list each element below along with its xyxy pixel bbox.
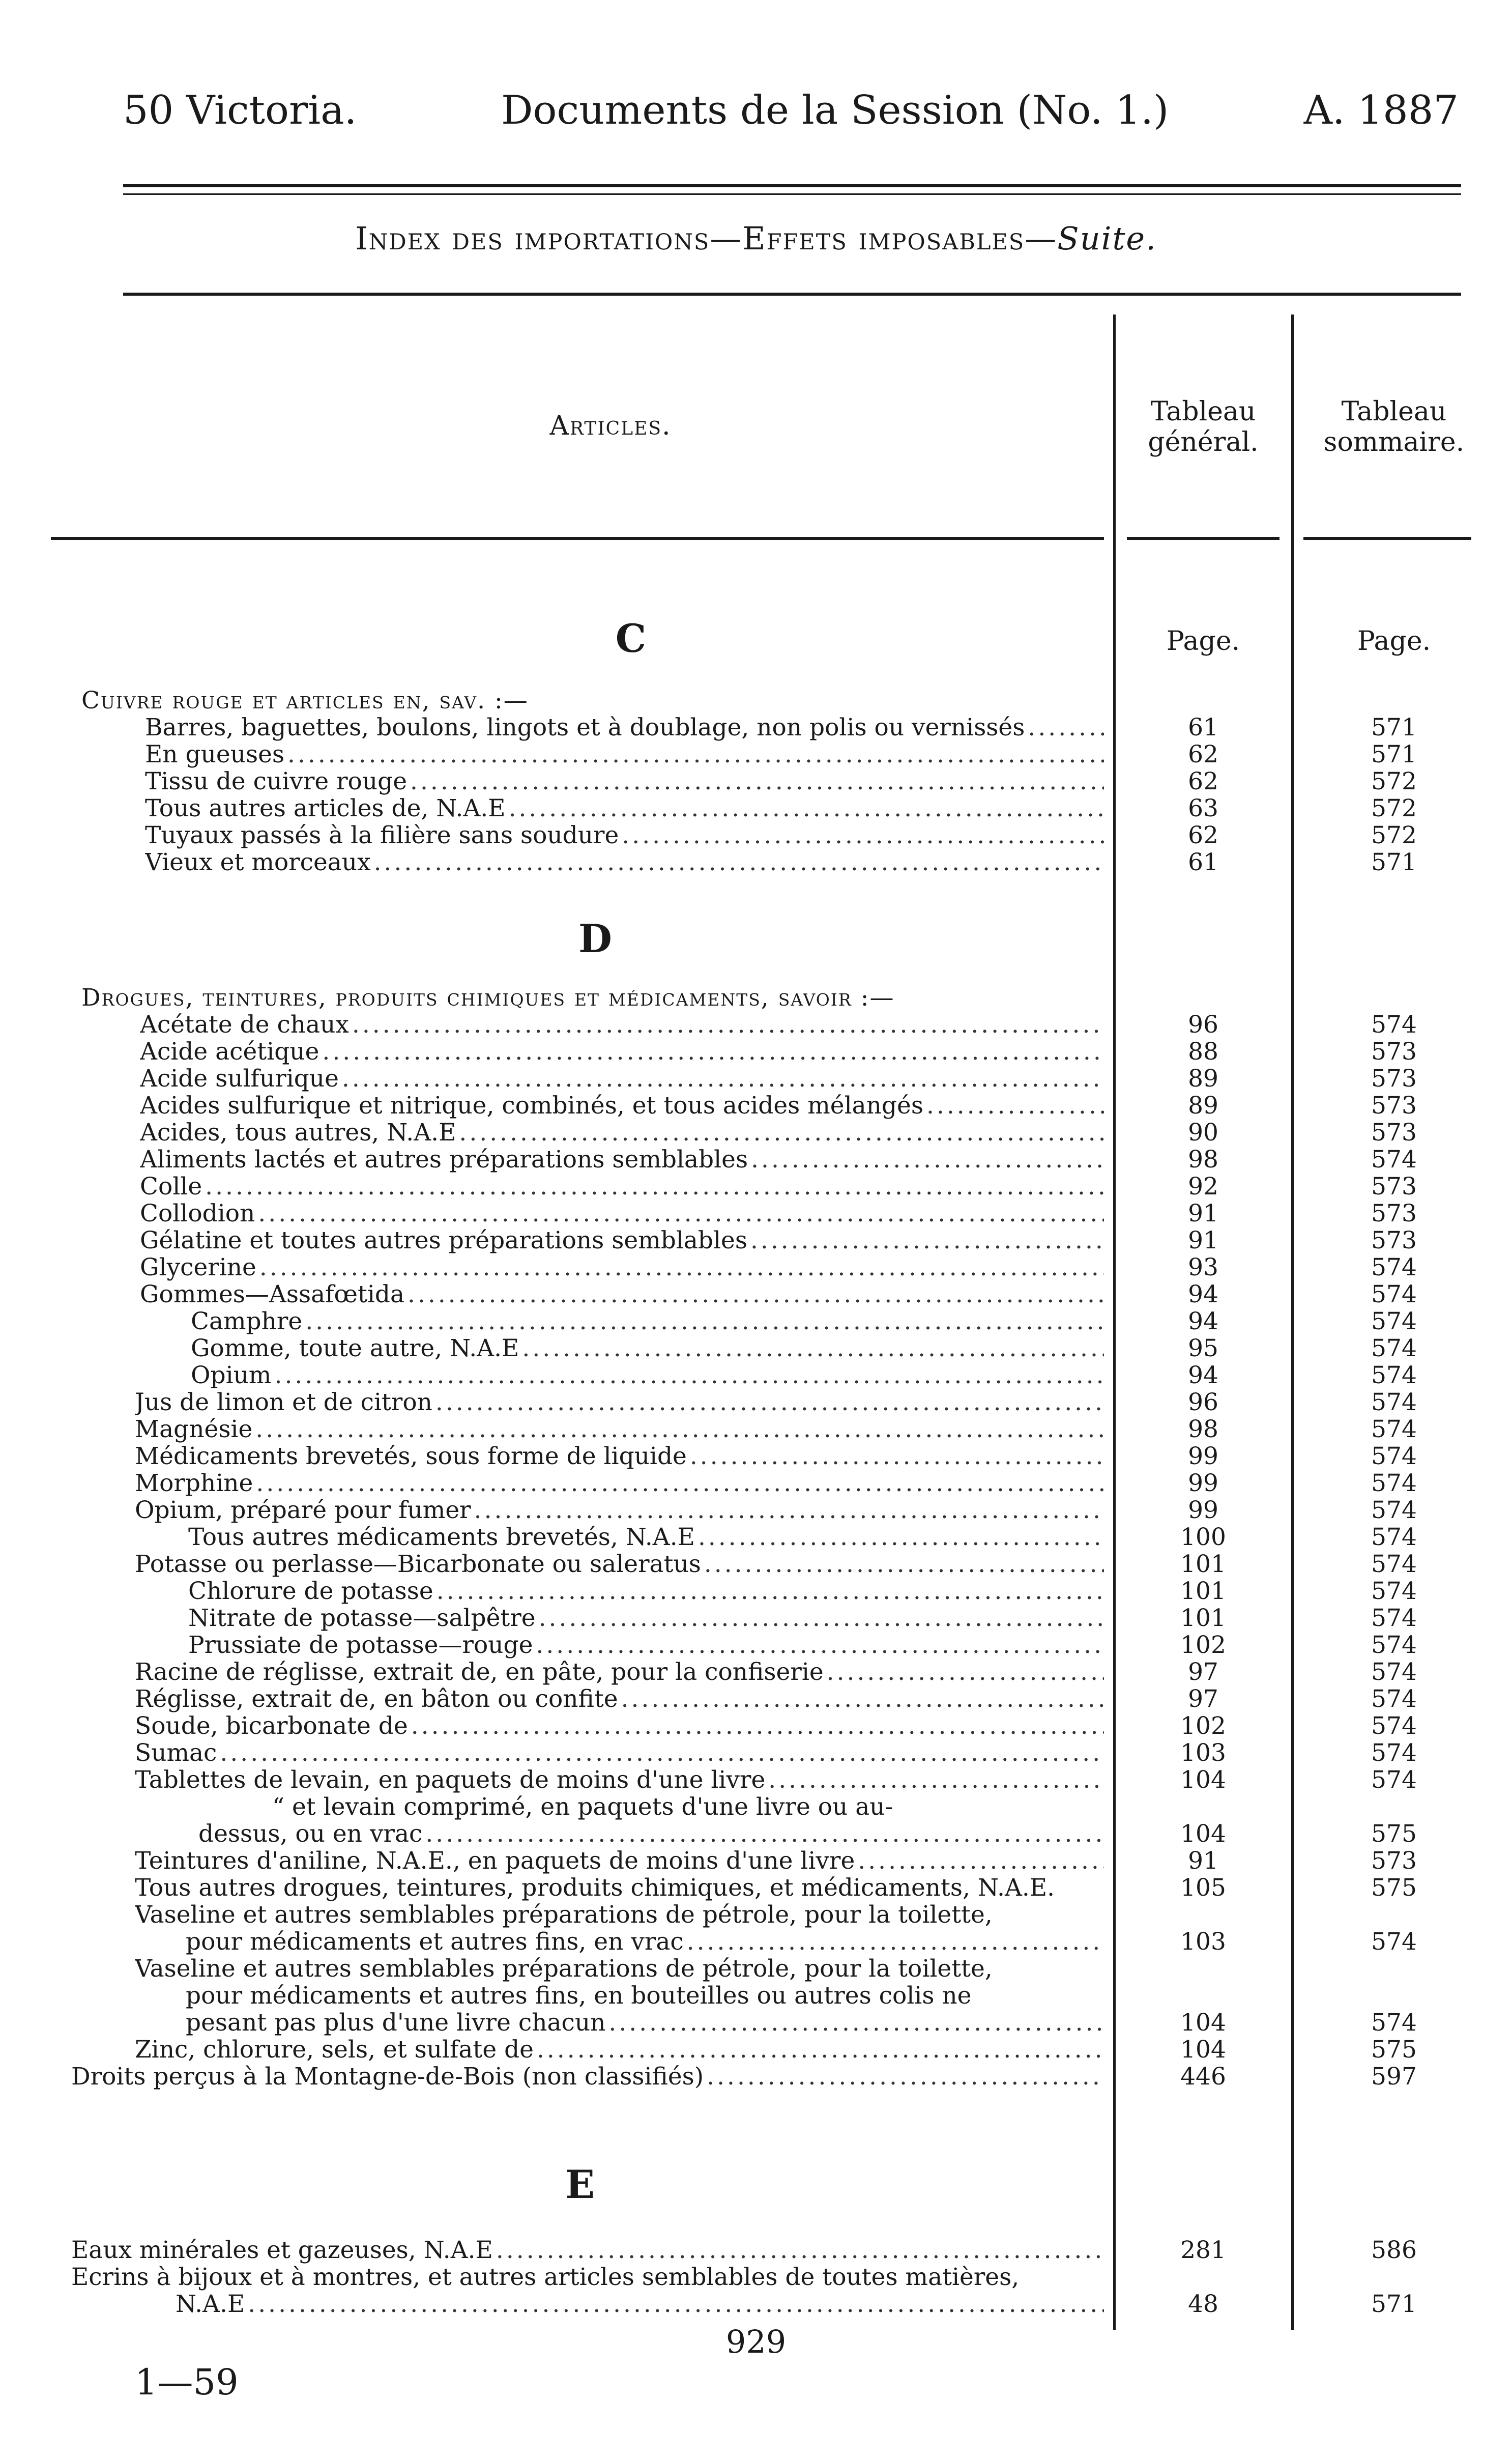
entry-text: pesant pas plus d'une livre chacun ..... [186, 2009, 1104, 2037]
index-row [0, 1605, 1512, 1632]
header-bottom-rule-general [1127, 537, 1280, 540]
summary-page: 574 [1371, 1442, 1417, 1470]
entry-text: Vieux et morceaux ..... [145, 849, 1104, 876]
summary-page: 574 [1371, 1469, 1417, 1497]
general-page: 97 [1188, 1658, 1218, 1686]
general-page: 105 [1180, 1874, 1226, 1902]
section-letter-e: E [565, 2162, 595, 2207]
index-row [0, 1011, 1512, 1039]
index-row [0, 1524, 1512, 1551]
section-letter-d: D [578, 916, 612, 961]
general-page: 61 [1188, 713, 1218, 741]
entry-text: Drogues, teintures, produits chimiques et médicaments, savoir :— [81, 984, 895, 1012]
general-page: 88 [1188, 1038, 1218, 1066]
general-page: 91 [1188, 1199, 1218, 1227]
general-page: 98 [1188, 1146, 1218, 1174]
entry-text: Aliments lactés et autres préparations semblables ..... [140, 1146, 1104, 1174]
entry-text: Camphre ..... [191, 1308, 1104, 1335]
summary-page: 574 [1371, 1739, 1417, 1767]
section-letter-c: C [615, 616, 647, 661]
general-page: 99 [1188, 1442, 1218, 1470]
entry-text: Magnésie ..... [135, 1416, 1104, 1443]
entry-text: Zinc, chlorure, sels, et sulfate de ..... [135, 2036, 1104, 2064]
entry-text: Tissu de cuivre rouge ..... [145, 768, 1104, 795]
entry-text: Soude, bicarbonate de ..... [135, 1712, 1104, 1740]
page-title [0, 220, 1512, 257]
general-page: 94 [1188, 1307, 1218, 1335]
entry-text: Potasse ou perlasse—Bicarbonate ou saleratus ..... [135, 1551, 1104, 1578]
summary-page: 574 [1371, 1253, 1417, 1281]
general-page: 93 [1188, 1253, 1218, 1281]
entry-text: “ et levain comprimé, en paquets d'une livre ou au- [272, 1793, 893, 1821]
header-year: A. 1887 [1303, 88, 1459, 133]
summary-page: 574 [1371, 1928, 1417, 1956]
index-row [0, 1928, 1512, 1956]
index-row [0, 1820, 1512, 1848]
index-row [0, 1200, 1512, 1227]
index-row [0, 2036, 1512, 2064]
summary-page: 586 [1371, 2236, 1417, 2264]
summary-page: 574 [1371, 1011, 1417, 1039]
entry-text: Colle ..... [140, 1173, 1104, 1201]
index-row [0, 768, 1512, 795]
entry-text: N.A.E ..... [176, 2291, 1104, 2318]
index-row [0, 1578, 1512, 1605]
index-row [0, 741, 1512, 768]
summary-page: 574 [1371, 1550, 1417, 1578]
header-bottom-rule-summary [1303, 537, 1471, 540]
index-row [0, 1119, 1512, 1147]
general-page: 61 [1188, 848, 1218, 876]
entry-text: Glycerine ..... [140, 1254, 1104, 1281]
page-number: 929 [725, 2323, 787, 2360]
column-header-general: Tableau général. [1148, 396, 1259, 458]
summary-page: 571 [1371, 2290, 1417, 2318]
summary-page: 574 [1371, 1280, 1417, 1308]
general-page: 91 [1188, 1226, 1218, 1254]
index-row [0, 1982, 1512, 2010]
summary-page: 574 [1371, 1604, 1417, 1632]
index-row [0, 1092, 1512, 1120]
general-page: 89 [1188, 1092, 1218, 1120]
header-document-title: Documents de la Session (No. 1.) [501, 88, 1169, 133]
entry-text: Tablettes de levain, en paquets de moins d'une livre ..... [135, 1766, 1104, 1794]
index-row [0, 1685, 1512, 1713]
index-row [0, 2291, 1512, 2318]
summary-page: 574 [1371, 1334, 1417, 1362]
general-page: 101 [1180, 1604, 1226, 1632]
page-title-suffix: Suite. [1057, 220, 1157, 257]
header-rule-thick [123, 184, 1461, 187]
index-row [0, 687, 1512, 715]
summary-page: 573 [1371, 1038, 1417, 1066]
general-page: 104 [1180, 2036, 1226, 2064]
entry-text: Cuivre rouge et articles en, sav. :— [81, 687, 529, 715]
index-row [0, 1955, 1512, 1983]
summary-page: 573 [1371, 1092, 1417, 1120]
index-row [0, 2009, 1512, 2037]
general-page: 89 [1188, 1065, 1218, 1093]
column-header-summary: Tableau sommaire. [1323, 396, 1465, 458]
general-page: 96 [1188, 1388, 1218, 1416]
general-page: 100 [1180, 1523, 1226, 1551]
summary-page: 574 [1371, 1496, 1417, 1524]
entry-text: Tous autres articles de, N.A.E ..... [145, 795, 1104, 822]
general-page: 103 [1180, 1739, 1226, 1767]
entry-text: Tous autres drogues, teintures, produits chimiques, et médicaments, N.A.E. [135, 1874, 1055, 1902]
summary-page: 573 [1371, 1847, 1417, 1875]
index-row [0, 984, 1512, 1012]
entry-text: Tous autres médicaments brevetés, N.A.E ..... [188, 1524, 1104, 1551]
index-row [0, 1470, 1512, 1497]
summary-page: 574 [1371, 2009, 1417, 2037]
index-row [0, 849, 1512, 876]
summary-page: 573 [1371, 1119, 1417, 1147]
index-row [0, 1632, 1512, 1659]
summary-page: 573 [1371, 1173, 1417, 1201]
index-row [0, 1308, 1512, 1335]
entry-text: Acide sulfurique ..... [140, 1065, 1104, 1093]
index-row [0, 795, 1512, 822]
index-row [0, 1443, 1512, 1470]
general-page: 48 [1188, 2290, 1218, 2318]
general-page: 99 [1188, 1469, 1218, 1497]
summary-page: 574 [1371, 1146, 1417, 1174]
index-row [0, 1901, 1512, 1929]
general-page: 103 [1180, 1928, 1226, 1956]
header-volume: 50 Victoria. [123, 88, 357, 133]
entry-text: Gélatine et toutes autres préparations semblables ..... [140, 1227, 1104, 1254]
summary-page: 571 [1371, 740, 1417, 768]
general-page: 95 [1188, 1334, 1218, 1362]
index-row [0, 714, 1512, 741]
summary-page: 574 [1371, 1658, 1417, 1686]
summary-page: 571 [1371, 713, 1417, 741]
entry-text: Barres, baguettes, boulons, lingots et à doublage, non polis ou vernissés ..... [145, 714, 1104, 741]
entry-text: Réglisse, extrait de, en bâton ou confite ..... [135, 1685, 1104, 1713]
entry-text: dessus, ou en vrac ..... [198, 1820, 1104, 1848]
summary-page: 573 [1371, 1065, 1417, 1093]
general-page: 62 [1188, 821, 1218, 849]
entry-text: Gomme, toute autre, N.A.E ..... [191, 1335, 1104, 1362]
general-page: 97 [1188, 1685, 1218, 1713]
summary-page: 572 [1371, 767, 1417, 795]
entry-text: Acétate de chaux ..... [140, 1011, 1104, 1039]
entry-text: Opium, préparé pour fumer ..... [135, 1497, 1104, 1524]
summary-page: 575 [1371, 1820, 1417, 1848]
summary-page: 574 [1371, 1631, 1417, 1659]
entry-text: Ecrins à bijoux et à montres, et autres articles semblables de toutes matières, [71, 2264, 1020, 2291]
summary-page: 574 [1371, 1388, 1417, 1416]
summary-page: 574 [1371, 1712, 1417, 1740]
general-page: 101 [1180, 1550, 1226, 1578]
index-row [0, 1038, 1512, 1066]
general-page: 94 [1188, 1280, 1218, 1308]
entry-text: Sumac ..... [135, 1739, 1104, 1767]
summary-page: 574 [1371, 1307, 1417, 1335]
entry-text: Acides, tous autres, N.A.E ..... [140, 1119, 1104, 1147]
index-row [0, 1793, 1512, 1821]
entry-text: Gommes—Assafœtida ..... [140, 1281, 1104, 1308]
general-page: 96 [1188, 1011, 1218, 1039]
summary-page: 574 [1371, 1577, 1417, 1605]
entry-text: Tuyaux passés à la filière sans soudure ..... [145, 822, 1104, 849]
page-title-main: Index des importations—Effets imposables— [355, 220, 1058, 257]
header-rule-thin [123, 193, 1461, 195]
index-row [0, 1146, 1512, 1174]
summary-page: 574 [1371, 1685, 1417, 1713]
general-page: 90 [1188, 1119, 1218, 1147]
general-page: 102 [1180, 1631, 1226, 1659]
index-row [0, 1847, 1512, 1875]
index-row [0, 1335, 1512, 1362]
index-row [0, 1227, 1512, 1254]
entry-text: Droits perçus à la Montagne-de-Bois (non classifiés) ..... [71, 2063, 1104, 2091]
index-row [0, 2237, 1512, 2264]
entry-text: Prussiate de potasse—rouge ..... [188, 1632, 1104, 1659]
column-header-articles: Articles. [549, 411, 672, 441]
general-page: 101 [1180, 1577, 1226, 1605]
index-row [0, 1173, 1512, 1201]
summary-page: 572 [1371, 794, 1417, 822]
entry-text: Vaseline et autres semblables préparations de pétrole, pour la toilette, [135, 1901, 993, 1929]
index-row [0, 1659, 1512, 1686]
entry-text: Acide acétique ..... [140, 1038, 1104, 1066]
title-rule [123, 293, 1461, 296]
entry-text: Nitrate de potasse—salpêtre ..... [188, 1605, 1104, 1632]
page-label-summary: Page. [1357, 626, 1431, 656]
general-page: 104 [1180, 2009, 1226, 2037]
index-row [0, 1389, 1512, 1416]
general-page: 446 [1180, 2063, 1226, 2091]
general-page: 63 [1188, 794, 1218, 822]
entry-text: Racine de réglisse, extrait de, en pâte, pour la confiserie ..... [135, 1659, 1104, 1686]
index-row [0, 1551, 1512, 1578]
index-row [0, 2063, 1512, 2091]
index-row [0, 1281, 1512, 1308]
header-bottom-rule-articles [51, 537, 1104, 540]
index-row [0, 1712, 1512, 1740]
summary-page: 574 [1371, 1766, 1417, 1794]
index-row [0, 1416, 1512, 1443]
entry-text: Vaseline et autres semblables préparations de pétrole, pour la toilette, [135, 1955, 993, 1983]
general-page: 92 [1188, 1173, 1218, 1201]
summary-page: 575 [1371, 1874, 1417, 1902]
index-row [0, 1739, 1512, 1767]
general-page: 62 [1188, 767, 1218, 795]
summary-page: 574 [1371, 1415, 1417, 1443]
index-row [0, 1254, 1512, 1281]
entry-text: Acides sulfurique et nitrique, combinés, et tous acides mélangés ..... [140, 1092, 1104, 1120]
summary-page: 574 [1371, 1523, 1417, 1551]
index-row [0, 2264, 1512, 2291]
entry-text: Collodion ..... [140, 1200, 1104, 1227]
summary-page: 597 [1371, 2063, 1417, 2091]
general-page: 99 [1188, 1496, 1218, 1524]
summary-page: 573 [1371, 1226, 1417, 1254]
page-label-general: Page. [1166, 626, 1240, 656]
general-page: 94 [1188, 1361, 1218, 1389]
entry-text: pour médicaments et autres fins, en bouteilles ou autres colis ne [186, 1982, 972, 2010]
entry-text: Chlorure de potasse ..... [188, 1578, 1104, 1605]
entry-text: En gueuses ..... [145, 741, 1104, 768]
entry-text: Opium ..... [191, 1362, 1104, 1389]
summary-page: 575 [1371, 2036, 1417, 2064]
entry-text: Eaux minérales et gazeuses, N.A.E ..... [71, 2237, 1104, 2264]
general-page: 281 [1180, 2236, 1226, 2264]
index-row [0, 1874, 1512, 1902]
entry-text: Médicaments brevetés, sous forme de liquide ..... [135, 1443, 1104, 1470]
general-page: 91 [1188, 1847, 1218, 1875]
entry-text: Teintures d'aniline, N.A.E., en paquets de moins d'une livre ..... [135, 1847, 1104, 1875]
general-page: 104 [1180, 1766, 1226, 1794]
summary-page: 573 [1371, 1199, 1417, 1227]
summary-page: 572 [1371, 821, 1417, 849]
index-row [0, 1065, 1512, 1093]
index-row [0, 1362, 1512, 1389]
index-row [0, 1497, 1512, 1524]
general-page: 62 [1188, 740, 1218, 768]
sheet-code: 1—59 [135, 2361, 239, 2403]
summary-page: 571 [1371, 848, 1417, 876]
index-row [0, 822, 1512, 849]
entry-text: Jus de limon et de citron ..... [135, 1389, 1104, 1416]
general-page: 98 [1188, 1415, 1218, 1443]
index-row [0, 1766, 1512, 1794]
entry-text: Morphine ..... [135, 1470, 1104, 1497]
general-page: 102 [1180, 1712, 1226, 1740]
summary-page: 574 [1371, 1361, 1417, 1389]
general-page: 104 [1180, 1820, 1226, 1848]
entry-text: pour médicaments et autres fins, en vrac ..... [186, 1928, 1104, 1956]
